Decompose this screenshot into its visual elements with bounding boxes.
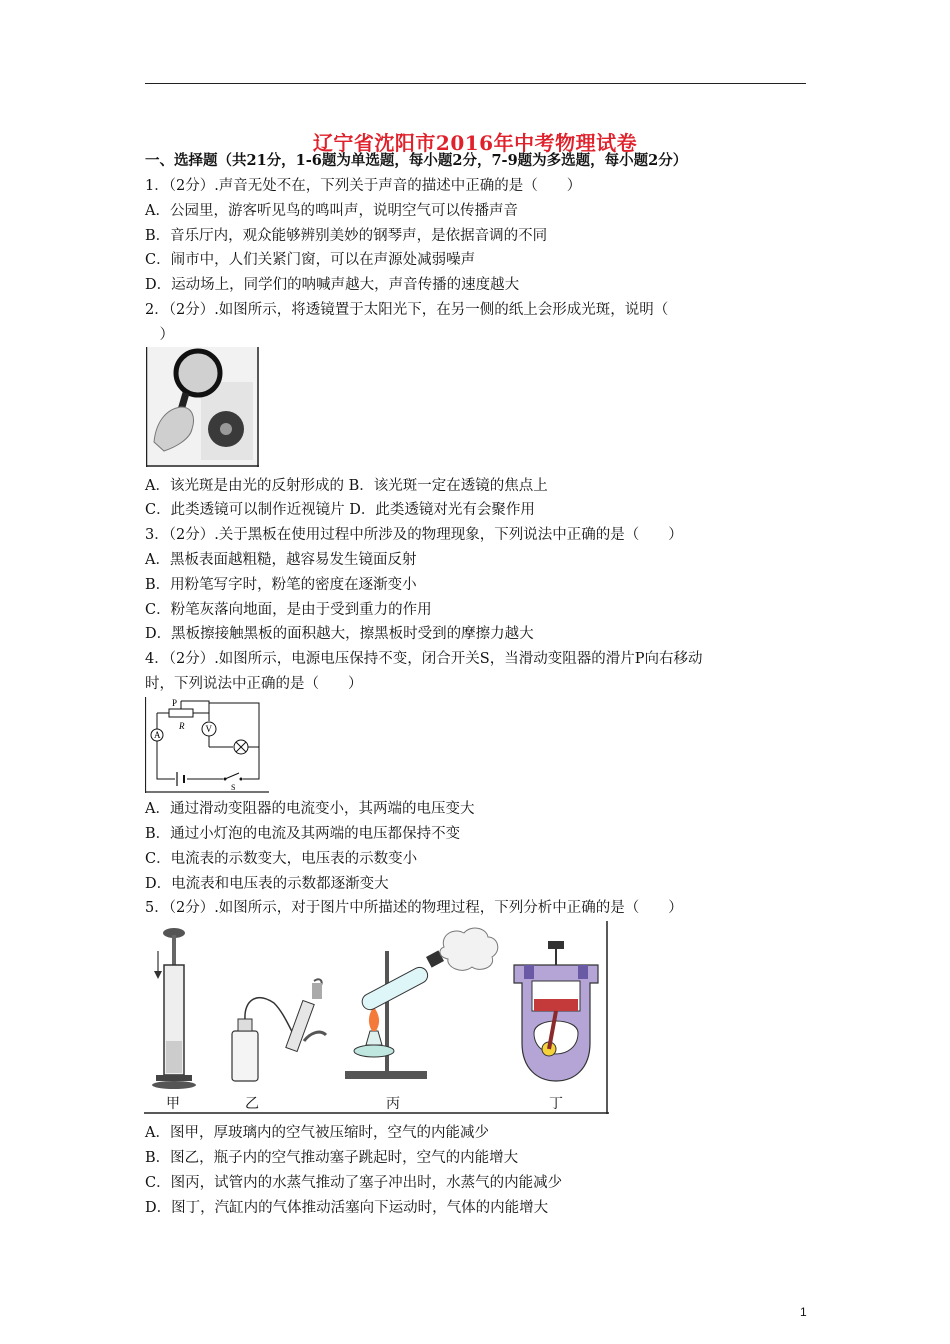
circuit-label-p: P xyxy=(172,698,178,708)
fig-label-yi: 乙 xyxy=(245,1096,259,1112)
fig-label-ding: 丁 xyxy=(549,1096,563,1112)
q5-stem: 5．（2分）.如图所示，对于图片中所描述的物理过程，下列分析中正确的是（ ） xyxy=(145,900,683,916)
q3-stem: 3．（2分）.关于黑板在使用过程中所涉及的物理现象，下列说法中正确的是（ ） xyxy=(145,527,683,543)
q3-option-a: A．黑板表面越粗糙，越容易发生镜面反射 xyxy=(145,552,417,568)
q1-option-b: B．音乐厅内，观众能够辨别美妙的钢琴声，是依据音调的不同 xyxy=(145,228,548,244)
q4-option-a: A．通过滑动变阻器的电流变小，其两端的电压变大 xyxy=(145,801,475,817)
circuit-label-s: S xyxy=(231,783,236,792)
q2-stem: 2．（2分）.如图所示，将透镜置于太阳光下，在另一侧的纸上会形成光斑，说明（ xyxy=(145,302,669,318)
lens-figure xyxy=(146,347,259,467)
page-number: 1 xyxy=(800,1305,807,1319)
q1-option-c: C．闹市中，人们关紧门窗，可以在声源处减弱噪声 xyxy=(145,252,476,268)
q2-stem-cont: ） xyxy=(145,327,174,343)
q3-option-d: D．黑板擦接触黑板的面积越大，擦黑板时受到的摩擦力越大 xyxy=(145,626,534,642)
q2-options-cd: C．此类透镜可以制作近视镜片 D．此类透镜对光有会聚作用 xyxy=(145,502,535,518)
q4-stem-cont: 时，下列说法中正确的是（ ） xyxy=(145,676,363,692)
section-heading: 一、选择题（共21分，1-6题为单选题，每小题2分，7-9题为多选题，每小题2分） xyxy=(145,152,688,169)
circuit-label-v: V xyxy=(205,724,212,734)
q5-option-d: D．图丁，汽缸内的气体推动活塞向下运动时，气体的内能增大 xyxy=(145,1200,549,1216)
q2-options-ab: A．该光斑是由光的反射形成的 B．该光斑一定在透镜的焦点上 xyxy=(145,478,548,494)
q4-option-c: C．电流表的示数变大，电压表的示数变小 xyxy=(145,851,418,867)
q5-option-a: A．图甲，厚玻璃内的空气被压缩时，空气的内能减少 xyxy=(145,1125,489,1141)
q3-option-b: B．用粉笔写字时，粉笔的密度在逐渐变小 xyxy=(145,577,417,593)
circuit-diagram xyxy=(145,697,269,793)
q4-stem: 4．（2分）.如图所示，电源电压保持不变，闭合开关S，当滑动变阻器的滑片P向右移动 xyxy=(145,651,703,667)
fig-label-bing: 丙 xyxy=(386,1096,400,1112)
q3-option-c: C．粉笔灰落向地面，是由于受到重力的作用 xyxy=(145,602,432,618)
q1-option-d: D．运动场上，同学们的呐喊声越大，声音传播的速度越大 xyxy=(145,277,520,293)
q4-option-d: D．电流表和电压表的示数都逐渐变大 xyxy=(145,876,389,892)
q5-option-b: B．图乙，瓶子内的空气推动塞子跳起时，空气的内能增大 xyxy=(145,1150,519,1166)
q1-option-a: A．公园里，游客听见鸟的鸣叫声，说明空气可以传播声音 xyxy=(145,203,518,219)
header-rule xyxy=(145,83,806,84)
q4-option-b: B．通过小灯泡的电流及其两端的电压都保持不变 xyxy=(145,826,461,842)
q1-stem: 1．（2分）.声音无处不在，下列关于声音的描述中正确的是（ ） xyxy=(145,178,582,194)
circuit-label-r: R xyxy=(179,721,185,731)
fig-label-jia: 甲 xyxy=(166,1096,180,1112)
q5-option-c: C．图丙，试管内的水蒸气推动了塞子冲出时，水蒸气的内能减少 xyxy=(145,1175,563,1191)
thermal-figure xyxy=(144,921,609,1114)
circuit-label-a: A xyxy=(154,730,161,740)
page-title: 辽宁省沈阳市2016年中考物理试卷 xyxy=(312,131,638,155)
